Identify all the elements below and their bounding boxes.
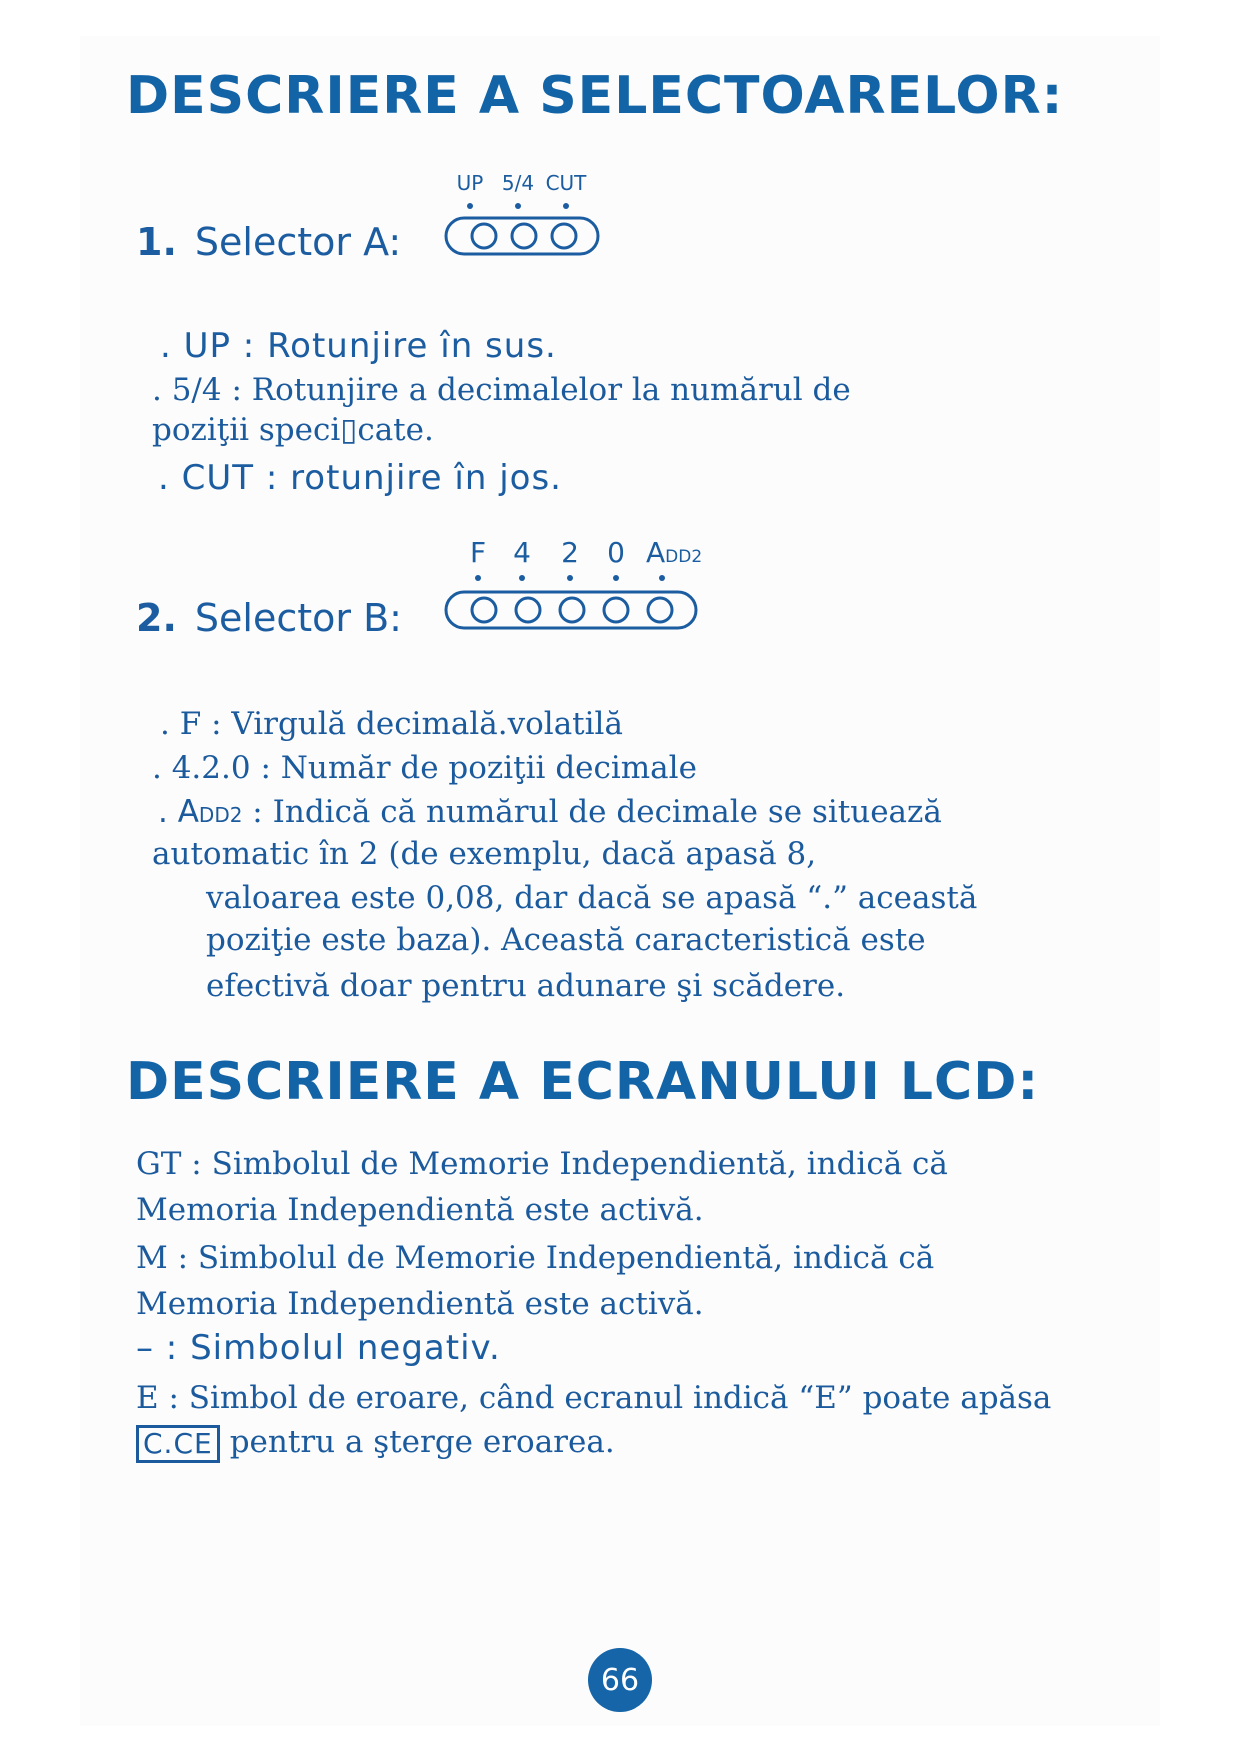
desc-f: . F : Virgulă decimală.volatilă: [160, 706, 623, 742]
selector-b-pos-4: 4: [513, 536, 531, 569]
lcd-e-line1: E : Simbol de eroare, când ecranul indică “E” poate apăsa: [136, 1380, 1052, 1416]
selector-b-pos-add2-sub: DD2: [665, 547, 703, 567]
page-number: 66: [588, 1648, 652, 1712]
desc-54-line1: . 5/4 : Rotunjire a decimalelor la numărul de: [152, 372, 851, 408]
selector-b-pos-0: 0: [607, 536, 625, 569]
desc-cut: . CUT : rotunjire în jos.: [158, 458, 562, 498]
selector-b-pos-add2-a: A: [646, 536, 666, 569]
cce-key: C.CE: [136, 1425, 220, 1463]
lcd-m-line2: Memoria Independientă este activă.: [136, 1286, 704, 1322]
desc-add2-line3: valoarea este 0,08, dar dacă se apasă “.” această: [206, 880, 978, 916]
selector-a-pos-up: UP: [456, 171, 484, 195]
section-title-selectors: DESCRIERE A SELECTOARELOR:: [126, 66, 1064, 126]
selector-b-pos-add2: [646, 536, 702, 569]
desc-add2-line5: efectivă doar pentru adunare şi scădere.: [206, 968, 846, 1004]
selector-b-label: [136, 596, 402, 640]
lcd-gt-line2: Memoria Independientă este activă.: [136, 1192, 704, 1228]
selector-b-pos-f: F: [469, 536, 487, 569]
desc-420: . 4.2.0 : Număr de poziţii decimale: [152, 750, 697, 786]
selector-a-number: 1.: [136, 220, 177, 264]
selector-a-label: [136, 220, 401, 264]
selector-a-pos-54: 5/4: [501, 171, 535, 195]
desc-add2-line2: automatic în 2 (de exemplu, dacă apasă 8,: [152, 836, 817, 872]
selector-a-switch-diagram: [440, 168, 610, 260]
selector-b-pos-2: 2: [561, 536, 579, 569]
desc-add2-prefix: . A: [158, 794, 199, 830]
lcd-m-line1: M : Simbolul de Memorie Independientă, indică că: [136, 1240, 935, 1276]
selector-a-pos-cut: CUT: [545, 171, 587, 195]
selector-b-text: Selector B:: [194, 596, 402, 640]
lcd-e-line2: [136, 1424, 615, 1463]
desc-add2-rest: : Indică că numărul de decimale se situează: [242, 794, 942, 830]
desc-54-line2: poziţii speci▯cate.: [152, 412, 434, 448]
section-title-lcd: DESCRIERE A ECRANULUI LCD:: [126, 1052, 1040, 1112]
lcd-e-line2-text: pentru a şterge eroarea.: [229, 1424, 615, 1460]
lcd-gt-line1: GT : Simbolul de Memorie Independientă, indică că: [136, 1146, 948, 1182]
selector-b-switch-diagram: [440, 534, 710, 636]
selector-a-text: Selector A:: [194, 220, 402, 264]
lcd-negative: – : Simbolul negativ.: [136, 1328, 501, 1368]
selector-b-number: 2.: [136, 596, 177, 640]
desc-add2-line1: [158, 794, 942, 830]
desc-add2-small: DD2: [198, 803, 243, 827]
desc-add2-line4: poziţie este baza). Această caracteristică este: [206, 922, 926, 958]
desc-up: . UP : Rotunjire în sus.: [160, 326, 557, 366]
